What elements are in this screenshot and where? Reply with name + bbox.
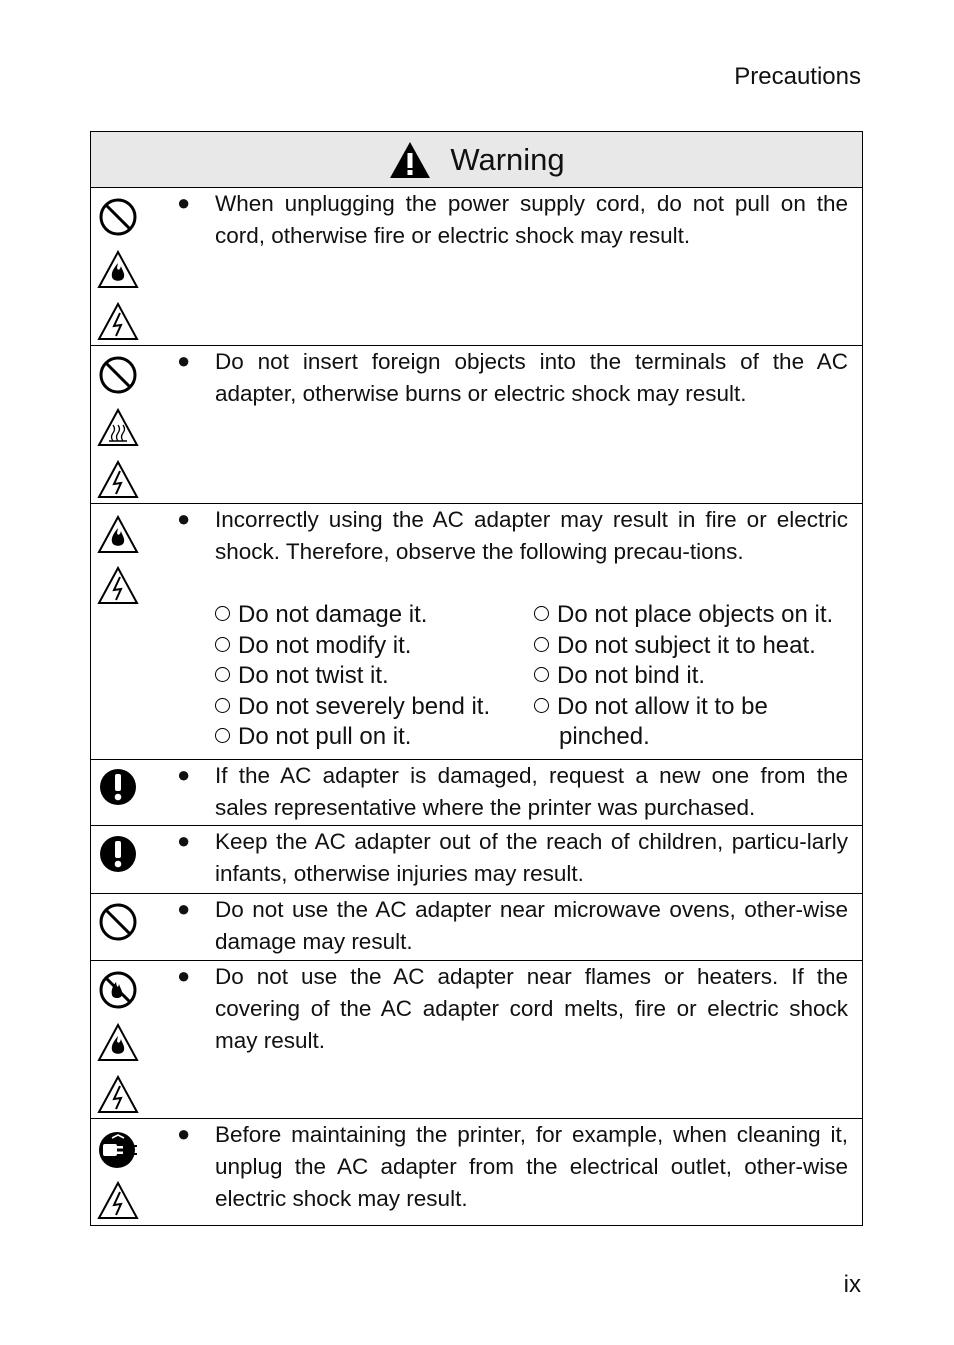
bullet: ●: [177, 896, 191, 921]
warning-text: Do not use the AC adapter near flames or heaters. If the covering of the AC adapter cord melts, fire or electric shock may result.: [215, 964, 848, 1053]
precaution-item: Do not place objects on it.: [534, 600, 833, 631]
warning-row: [91, 346, 862, 504]
section-title: Precautions: [734, 63, 861, 90]
bullet: ●: [177, 762, 191, 787]
page-number: ix: [843, 1271, 861, 1298]
precaution-item: Do not twist it.: [215, 661, 490, 692]
precaution-item: pinched.: [559, 723, 650, 750]
warning-row: [91, 961, 862, 1119]
warning-header: [91, 132, 862, 188]
hot-surface-icon: [97, 407, 139, 449]
warning-row: [91, 504, 862, 760]
bullet: ●: [177, 828, 191, 853]
unplug-icon: [97, 1129, 139, 1171]
mandatory-action-icon: [97, 833, 139, 875]
warning-text: Before maintaining the printer, for example, when cleaning it, unplug the AC adapter from the electrical outlet, other-wise electric shock may result.: [215, 1122, 848, 1211]
warning-text: Incorrectly using the AC adapter may result in fire or electric shock. Therefore, observe the following precau-tions.: [215, 507, 848, 564]
electric-shock-icon: [97, 459, 139, 501]
electric-shock-icon: [97, 1074, 139, 1116]
fire-hazard-icon: [97, 249, 139, 291]
warning-text: Do not use the AC adapter near microwave ovens, other-wise damage may result.: [215, 897, 848, 954]
warning-row: [91, 1119, 862, 1225]
prohibition-icon: [97, 901, 139, 943]
warning-text: If the AC adapter is damaged, request a new one from the sales representative where the printer was purchased.: [215, 763, 848, 820]
precaution-item: Do not bind it.: [534, 661, 833, 692]
mandatory-action-icon: [97, 766, 139, 808]
warning-table: [90, 131, 863, 1226]
warning-row: [91, 188, 862, 346]
electric-shock-icon: [97, 1180, 139, 1222]
bullet: ●: [177, 190, 191, 215]
electric-shock-icon: [97, 301, 139, 343]
precaution-item: Do not damage it.: [215, 600, 490, 631]
fire-hazard-icon: [97, 1022, 139, 1064]
warning-row: [91, 894, 862, 961]
precaution-list-right: [534, 600, 833, 753]
precaution-item: Do not pull on it.: [215, 722, 490, 753]
no-open-flame-icon: [97, 969, 139, 1011]
warning-triangle-icon: [388, 140, 432, 180]
bullet: ●: [177, 506, 191, 531]
warning-title: Warning: [450, 141, 565, 177]
electric-shock-icon: [97, 565, 139, 607]
warning-text: Keep the AC adapter out of the reach of children, particu-larly infants, otherwise injuries may result.: [215, 829, 848, 886]
bullet: ●: [177, 348, 191, 373]
precaution-item: Do not severely bend it.: [215, 692, 490, 723]
fire-hazard-icon: [97, 514, 139, 556]
precaution-item: Do not allow it to be: [534, 692, 833, 723]
warning-text: When unplugging the power supply cord, do not pull on the cord, otherwise fire or electric shock may result.: [215, 191, 848, 248]
warning-row: [91, 760, 862, 826]
bullet: ●: [177, 963, 191, 988]
precaution-item: Do not subject it to heat.: [534, 631, 833, 662]
precaution-list-left: [215, 600, 490, 753]
warning-text: Do not insert foreign objects into the terminals of the AC adapter, otherwise burns or electric shock may result.: [215, 349, 848, 406]
bullet: ●: [177, 1121, 191, 1146]
warning-row: [91, 826, 862, 894]
prohibition-icon: [97, 196, 139, 238]
precaution-item: Do not modify it.: [215, 631, 490, 662]
prohibition-icon: [97, 354, 139, 396]
